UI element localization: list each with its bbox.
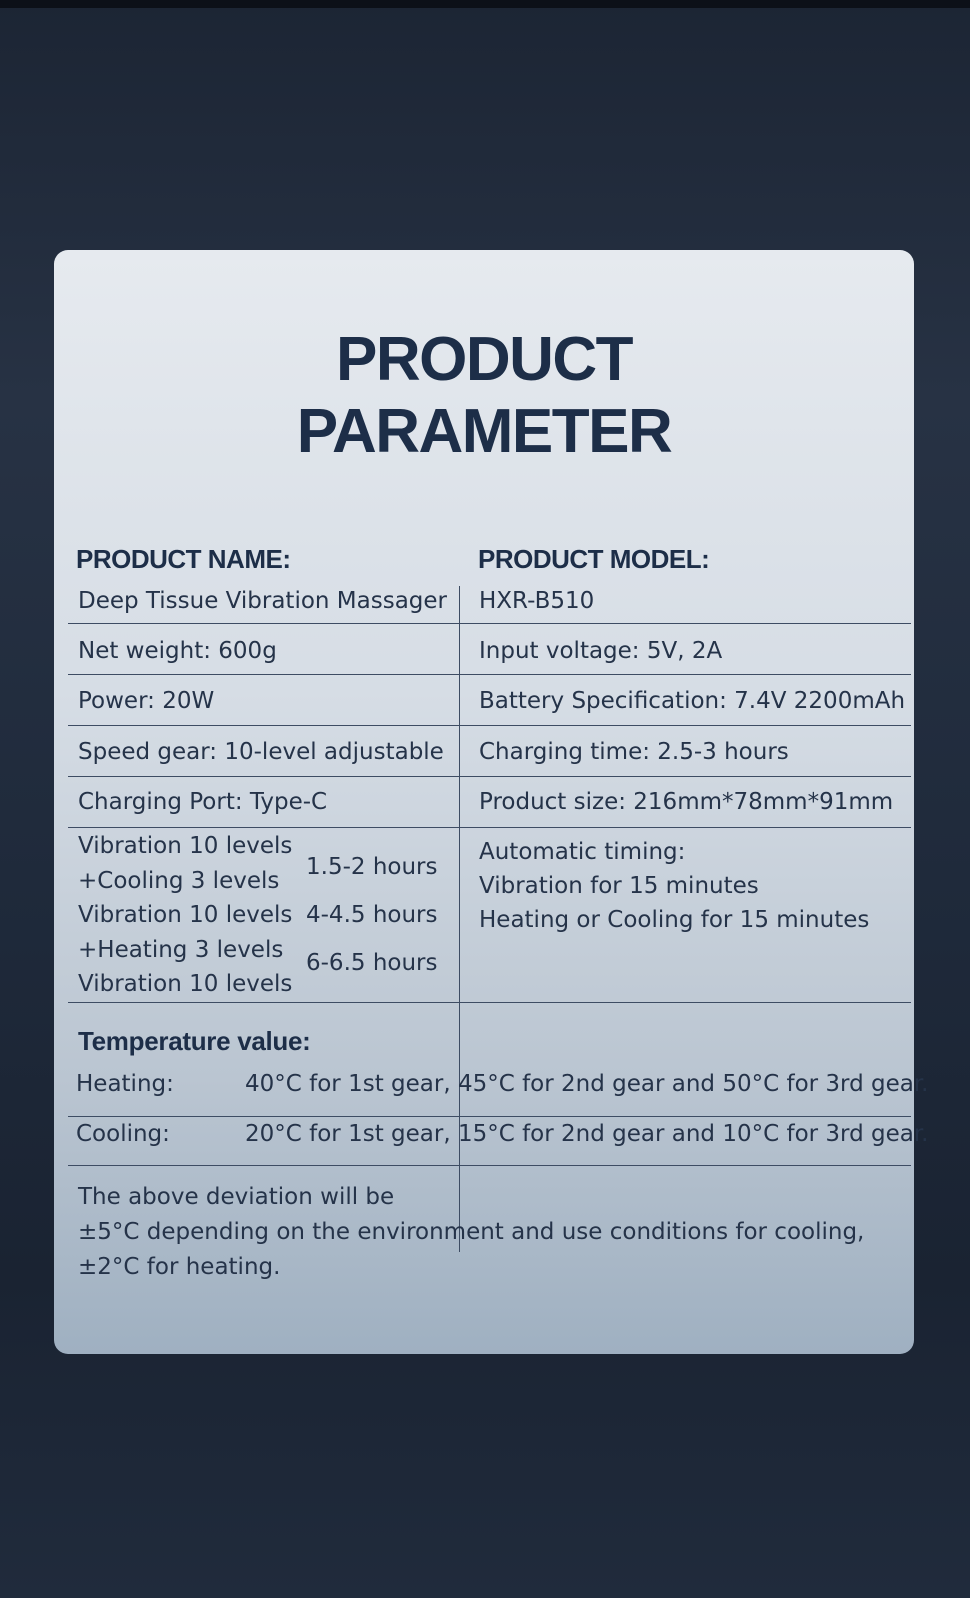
net-weight: Net weight: 600g	[78, 638, 277, 664]
parameter-card	[54, 250, 929, 1354]
heating-value: 40°C for 1st gear, 45°C for 2nd gear and 50°C for 3rd gear.	[245, 1071, 929, 1097]
row-divider	[68, 1002, 911, 1003]
row-divider	[68, 1165, 911, 1166]
product-name-heading: PRODUCT NAME:	[76, 544, 291, 574]
speed-gear: Speed gear: 10-level adjustable	[78, 739, 444, 765]
timing-line: Heating or Cooling for 15 minutes	[479, 907, 870, 933]
power: Power: 20W	[78, 688, 215, 714]
cooling-value: 20°C for 1st gear, 15°C for 2nd gear and 10°C for 3rd gear.	[245, 1121, 929, 1147]
row-divider	[68, 623, 911, 624]
cooling-label: Cooling:	[76, 1121, 170, 1147]
input-voltage: Input voltage: 5V, 2A	[479, 638, 723, 664]
mode-duration: 1.5-2 hours	[306, 854, 438, 880]
column-divider	[459, 586, 460, 1252]
charging-time: Charging time: 2.5-3 hours	[479, 739, 789, 765]
mode-label: +Heating 3 levels	[78, 937, 284, 963]
battery-specification: Battery Specification: 7.4V 2200mAh	[479, 688, 906, 714]
product-name-value: Deep Tissue Vibration Massager	[78, 588, 447, 614]
deviation-note	[78, 1180, 864, 1285]
title-line-2: PARAMETER	[296, 397, 672, 466]
page-title	[54, 324, 914, 468]
row-divider	[68, 674, 911, 675]
timing-line: Automatic timing:	[479, 839, 686, 865]
mode-label: +Cooling 3 levels	[78, 868, 280, 894]
top-edge-bar	[0, 0, 970, 8]
title-line-1: PRODUCT	[335, 325, 633, 394]
product-model-heading: PRODUCT MODEL:	[478, 544, 710, 574]
row-divider	[68, 827, 911, 828]
mode-duration: 4-4.5 hours	[306, 902, 438, 928]
note-line: The above deviation will be	[78, 1184, 395, 1210]
temperature-heading: Temperature value:	[78, 1026, 311, 1056]
mode-duration: 6-6.5 hours	[306, 950, 438, 976]
product-model-value: HXR-B510	[479, 588, 595, 614]
mode-label: Vibration 10 levels	[78, 902, 293, 928]
mode-label: Vibration 10 levels	[78, 833, 293, 859]
note-line: ±5°C depending on the environment and use conditions for cooling,	[78, 1219, 865, 1245]
heating-label: Heating:	[76, 1071, 174, 1097]
product-size: Product size: 216mm*78mm*91mm	[479, 789, 894, 815]
mode-label: Vibration 10 levels	[78, 971, 293, 997]
row-divider	[68, 1116, 911, 1117]
note-line: ±2°C for heating.	[78, 1254, 281, 1280]
row-divider	[68, 776, 911, 777]
charging-port: Charging Port: Type-C	[78, 789, 328, 815]
timing-line: Vibration for 15 minutes	[479, 873, 759, 899]
row-divider	[68, 725, 911, 726]
